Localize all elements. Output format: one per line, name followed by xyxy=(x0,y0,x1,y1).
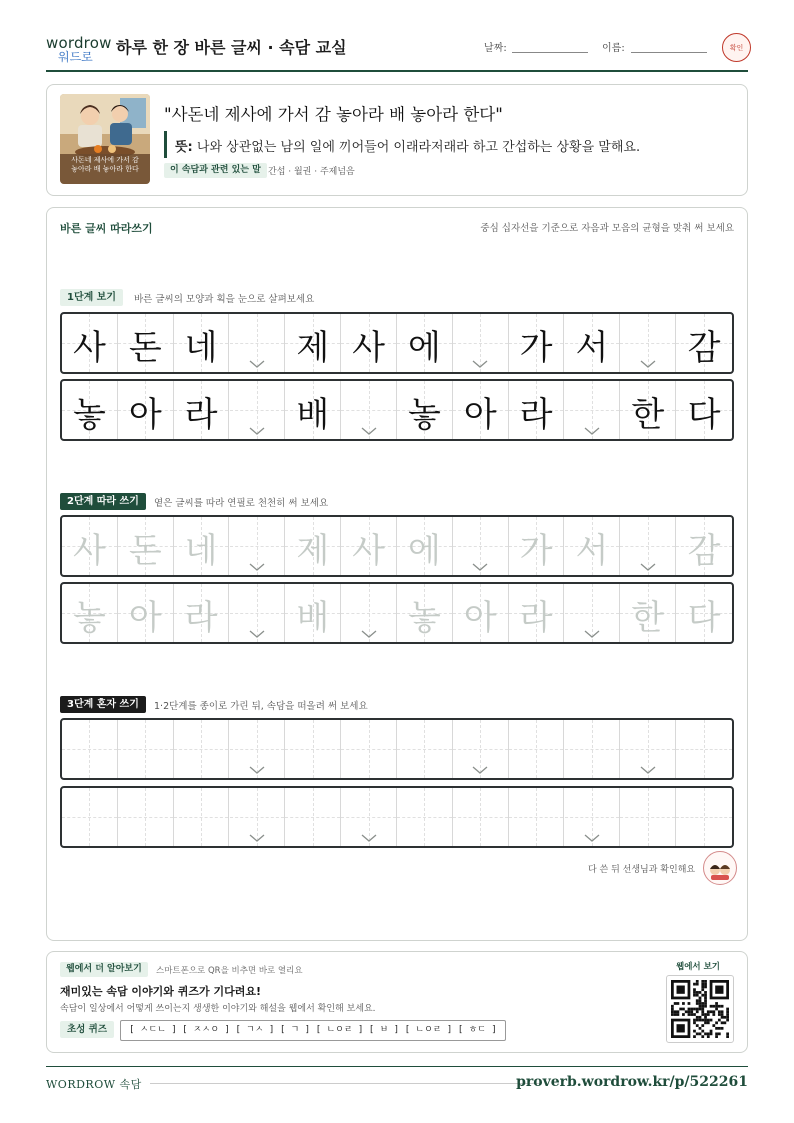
grid-cell xyxy=(118,314,174,372)
name-field[interactable] xyxy=(631,52,707,53)
grid-character: 감 xyxy=(687,328,721,368)
grid-cell xyxy=(620,720,676,778)
grid-cell xyxy=(676,788,732,846)
grid-cell xyxy=(341,517,397,575)
grid-cell xyxy=(341,584,397,642)
illustration-caption-1: 사돈네 제사에 가서 감 xyxy=(71,156,139,164)
space-mark-icon xyxy=(361,630,377,638)
grid-cell xyxy=(174,517,230,575)
grid-cell xyxy=(620,314,676,372)
grid-character: 놓 xyxy=(72,395,106,435)
grid-cell xyxy=(62,720,118,778)
grid-character: 아 xyxy=(463,395,497,435)
grid-cell xyxy=(565,584,621,642)
space-mark-icon xyxy=(249,766,265,774)
grid-character: 사 xyxy=(72,328,106,368)
step1-row-1 xyxy=(60,312,734,374)
grid-cell xyxy=(565,720,621,778)
grid-cell xyxy=(397,720,453,778)
grid-character: 네 xyxy=(184,328,218,368)
step2-desc: 옅은 글씨를 따라 연필로 천천히 써 보세요 xyxy=(154,498,329,509)
space-mark-icon xyxy=(249,360,265,368)
grid-character: 네 xyxy=(184,531,218,571)
grid-cell xyxy=(285,314,341,372)
grid-cell xyxy=(509,788,565,846)
grid-cell xyxy=(676,517,732,575)
grid-character: 가 xyxy=(519,531,553,571)
grid-character: 사 xyxy=(352,531,385,571)
space-mark-icon xyxy=(249,630,265,638)
footer-line xyxy=(150,1083,540,1084)
grid-character: 사 xyxy=(72,531,106,571)
meaning-text: 나와 상관없는 남의 일에 끼어들어 이래라저래라 하고 간섭하는 상황을 말해요. xyxy=(196,140,641,155)
web-subtext: 속담이 일상에서 어떻게 쓰이는지 생생한 이야기와 해설을 웹에서 확인해 보세요. xyxy=(60,1004,376,1014)
grid-character: 제 xyxy=(296,531,330,571)
grid-character: 한 xyxy=(631,395,665,435)
web-badge: 웹에서 더 알아보기 xyxy=(60,962,148,977)
logo-wordmark: wordrow xyxy=(46,34,112,52)
grid-cell xyxy=(230,381,286,439)
proverb-meaning xyxy=(175,136,640,155)
related-words: 간섭 · 월권 · 주제넘음 xyxy=(268,167,355,177)
space-mark-icon xyxy=(472,360,488,368)
footer-divider xyxy=(46,1066,748,1067)
name-label: 이름: xyxy=(602,43,625,54)
grid-character: 서 xyxy=(575,531,609,571)
grid-cell xyxy=(509,584,565,642)
grid-character: 가 xyxy=(519,328,553,368)
grid-cell xyxy=(174,584,230,642)
space-mark-icon xyxy=(361,834,377,842)
proverb-illustration xyxy=(60,94,150,184)
grid-cell xyxy=(397,314,453,372)
logo-korean: 워드로 xyxy=(58,50,93,64)
grid-cell xyxy=(453,314,509,372)
step3-badge: 3단계 혼자 쓰기 xyxy=(60,696,146,713)
grid-cell xyxy=(62,381,118,439)
grid-character: 사 xyxy=(352,328,385,368)
qr-title: 웹에서 보기 xyxy=(675,962,720,972)
qr-code-icon xyxy=(667,976,733,1042)
grid-cell xyxy=(62,517,118,575)
grid-cell xyxy=(453,584,509,642)
grid-cell xyxy=(620,517,676,575)
grid-cell xyxy=(341,788,397,846)
grid-cell xyxy=(453,381,509,439)
grid-cell xyxy=(230,788,286,846)
grid-character: 다 xyxy=(687,395,721,435)
grid-character: 놓 xyxy=(407,395,441,435)
header-divider xyxy=(46,70,748,72)
grid-cell xyxy=(285,720,341,778)
grid-character: 라 xyxy=(519,598,553,638)
grid-cell xyxy=(565,788,621,846)
footer-url[interactable]: proverb.wordrow.kr/p/522261 xyxy=(516,1074,748,1090)
grid-cell xyxy=(174,381,230,439)
grid-cell xyxy=(676,381,732,439)
grid-cell xyxy=(453,720,509,778)
qr-code[interactable] xyxy=(666,975,734,1043)
page-title: 하루 한 장 바른 글씨 · 속담 교실 xyxy=(116,38,347,57)
grid-cell xyxy=(676,584,732,642)
grid-cell xyxy=(453,517,509,575)
grid-cell xyxy=(62,314,118,372)
check-stamp: 확인 xyxy=(722,33,751,62)
grid-character: 라 xyxy=(519,395,553,435)
grid-cell xyxy=(509,314,565,372)
grid-character: 놓 xyxy=(407,598,441,638)
grid-cell xyxy=(62,584,118,642)
step1-badge: 1단계 보기 xyxy=(60,289,123,306)
grid-character: 감 xyxy=(687,531,721,571)
grid-character: 에 xyxy=(407,328,441,368)
grid-cell xyxy=(118,381,174,439)
step3-row-1[interactable] xyxy=(60,718,734,780)
grid-cell xyxy=(397,584,453,642)
grid-cell xyxy=(118,517,174,575)
related-words-badge: 이 속담과 관련 있는 말 xyxy=(164,163,267,178)
grid-character: 한 xyxy=(631,598,665,638)
grid-character: 놓 xyxy=(72,598,106,638)
teacher-stamp-icon xyxy=(704,852,736,884)
grid-cell xyxy=(174,314,230,372)
practice-note: 중심 십자선을 기준으로 자음과 모음의 균형을 맞춰 써 보세요 xyxy=(480,223,734,234)
grid-cell xyxy=(565,314,621,372)
grid-cell xyxy=(620,381,676,439)
grid-cell xyxy=(118,584,174,642)
grid-character: 돈 xyxy=(128,328,162,368)
teacher-stamp xyxy=(703,851,737,885)
grid-cell xyxy=(341,381,397,439)
grid-character: 에 xyxy=(407,531,441,571)
grid-cell xyxy=(397,381,453,439)
space-mark-icon xyxy=(361,427,377,435)
grid-cell xyxy=(174,788,230,846)
grid-cell xyxy=(565,381,621,439)
space-mark-icon xyxy=(584,630,600,638)
grid-character: 아 xyxy=(128,598,162,638)
space-mark-icon xyxy=(640,360,656,368)
teacher-note: 다 쓴 뒤 선생님과 확인해요 xyxy=(588,865,696,875)
grid-character: 다 xyxy=(687,598,721,638)
grid-cell xyxy=(509,517,565,575)
grid-cell xyxy=(341,314,397,372)
quiz-badge: 초성 퀴즈 xyxy=(60,1021,114,1038)
step1-row-2 xyxy=(60,379,734,441)
step2-row-1[interactable] xyxy=(60,515,734,577)
meaning-accent-bar xyxy=(164,131,167,158)
space-mark-icon xyxy=(249,834,265,842)
grid-cell xyxy=(285,517,341,575)
grid-cell xyxy=(397,517,453,575)
grid-cell xyxy=(230,314,286,372)
step2-badge: 2단계 따라 쓰기 xyxy=(60,493,146,510)
footer-brand: WORDROW 속담 xyxy=(46,1078,142,1091)
step2-row-2[interactable] xyxy=(60,582,734,644)
step3-desc: 1·2단계를 종이로 가린 뒤, 속담을 떠올려 써 보세요 xyxy=(154,701,368,712)
space-mark-icon xyxy=(640,766,656,774)
grid-cell xyxy=(285,788,341,846)
meaning-label: 뜻: xyxy=(175,140,193,155)
space-mark-icon xyxy=(472,766,488,774)
grid-cell xyxy=(62,788,118,846)
grid-cell xyxy=(118,720,174,778)
grid-cell xyxy=(509,381,565,439)
wordrow-logo xyxy=(46,34,112,64)
grid-cell xyxy=(509,720,565,778)
grid-cell xyxy=(285,381,341,439)
grid-cell xyxy=(620,788,676,846)
grid-character: 돈 xyxy=(128,531,162,571)
step1-desc: 바른 글씨의 모양과 획을 눈으로 살펴보세요 xyxy=(134,294,315,305)
grid-cell xyxy=(230,584,286,642)
grid-cell xyxy=(118,788,174,846)
date-field[interactable] xyxy=(512,52,588,53)
grid-cell xyxy=(341,720,397,778)
grid-character: 배 xyxy=(296,395,330,435)
space-mark-icon xyxy=(472,563,488,571)
grid-cell xyxy=(230,517,286,575)
proverb-quote: "사돈네 제사에 가서 감 놓아라 배 놓아라 한다" xyxy=(164,105,503,124)
space-mark-icon xyxy=(249,427,265,435)
grid-character: 아 xyxy=(463,598,497,638)
chosung-quiz: [ ㅅㄷㄴ ] [ ㅈㅅㅇ ] [ ㄱㅅ ] [ ㄱ ] [ ㄴㅇㄹ ] [ ㅂ ] [ ㄴㅇㄹ ] [ ㅎㄷ ] xyxy=(120,1020,506,1041)
grid-cell xyxy=(620,584,676,642)
grid-cell xyxy=(565,517,621,575)
grid-cell xyxy=(453,788,509,846)
grid-character: 서 xyxy=(575,328,609,368)
space-mark-icon xyxy=(249,563,265,571)
grid-character: 라 xyxy=(184,395,218,435)
space-mark-icon xyxy=(584,834,600,842)
grid-cell xyxy=(676,314,732,372)
date-label: 날짜: xyxy=(484,43,507,54)
grid-character: 배 xyxy=(296,598,330,638)
illustration-caption-2: 놓아라 배 놓아라 한다 xyxy=(71,165,139,173)
grid-cell xyxy=(676,720,732,778)
step3-row-2[interactable] xyxy=(60,786,734,848)
web-headline: 재미있는 속담 이야기와 퀴즈가 기다려요! xyxy=(60,985,261,998)
space-mark-icon xyxy=(584,427,600,435)
grid-cell xyxy=(285,584,341,642)
web-hint: 스마트폰으로 QR을 비추면 바로 열리요 xyxy=(156,966,303,976)
grid-character: 아 xyxy=(128,395,162,435)
grid-cell xyxy=(397,788,453,846)
grid-cell xyxy=(174,720,230,778)
grid-character: 제 xyxy=(296,328,330,368)
practice-title: 바른 글씨 따라쓰기 xyxy=(60,222,153,235)
space-mark-icon xyxy=(640,563,656,571)
grid-cell xyxy=(230,720,286,778)
grid-character: 라 xyxy=(184,598,218,638)
